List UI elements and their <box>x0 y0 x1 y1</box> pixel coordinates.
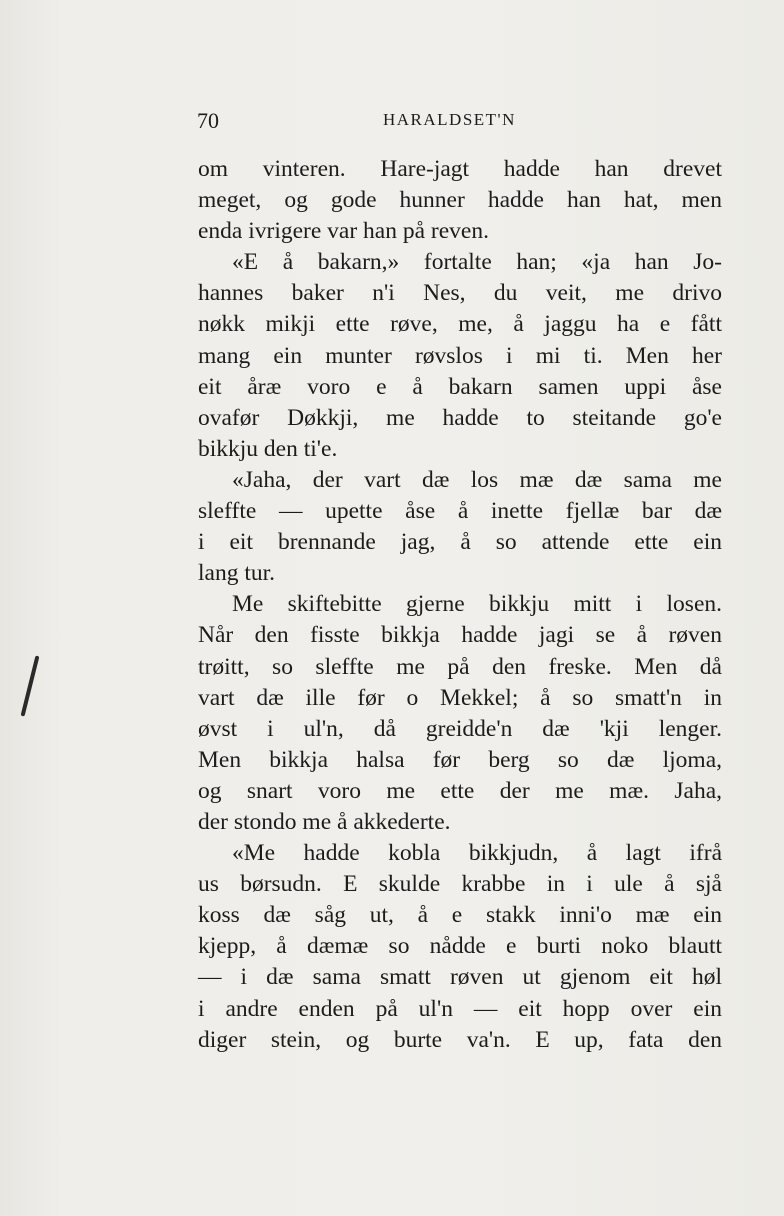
text-line: i eit brennande jag, å so attende ette ein <box>198 529 722 556</box>
text-line: Når den fisste bikkja hadde jagi se å røven <box>198 622 722 649</box>
text-line: vart dæ ille før o Mekkel; å so smatt'n in <box>198 684 722 711</box>
text-line: koss dæ såg ut, å e stakk inni'o mæ ein <box>198 902 722 929</box>
running-title: HARALDSET'N <box>383 110 516 129</box>
text-line: Me skiftebitte gjerne bikkju mitt i losen. <box>232 591 722 618</box>
text-line: diger stein, og burte va'n. E up, fata den <box>198 1026 722 1053</box>
text-line: sleffte — upette åse å inette fjellæ bar dæ <box>198 498 722 525</box>
text-line: «E å bakarn,» fortalte han; «ja han Jo- <box>232 249 722 276</box>
text-line: ovafør Døkkji, me hadde to steitande go'e <box>198 404 722 431</box>
text-line: meget, og gode hunner hadde han hat, men <box>198 187 722 214</box>
text-line: lang tur. <box>198 560 276 587</box>
text-line: nøkk mikji ette røve, me, å jaggu ha e fått <box>198 311 722 338</box>
text-line: eit åræ voro e å bakarn samen uppi åse <box>198 373 722 400</box>
text-line: «Jaha, der vart dæ los mæ dæ sama me <box>232 466 722 493</box>
text-line: us børsudn. E skulde krabbe in i ule å sjå <box>198 871 722 898</box>
text-line: der stondo me å akkederte. <box>198 808 451 835</box>
pencil-margin-mark <box>21 655 40 716</box>
text-line: og snart voro me ette der me mæ. Jaha, <box>198 777 722 804</box>
text-line: «Me hadde kobla bikkjudn, å lagt ifrå <box>232 840 722 867</box>
text-line: Men bikkja halsa før berg so dæ ljoma, <box>198 746 722 773</box>
text-line: øvst i ul'n, då greidde'n dæ 'kji lenger. <box>198 715 722 742</box>
text-line: bikkju den ti'e. <box>198 435 338 462</box>
text-line: om vinteren. Hare-jagt hadde han drevet <box>198 156 722 182</box>
text-line: hannes baker n'i Nes, du veit, me drivo <box>198 280 722 307</box>
page-number: 70 <box>197 108 219 133</box>
text-line: enda ivrigere var han på reven. <box>198 218 489 245</box>
text-line: i andre enden på ul'n — eit hopp over ein <box>198 995 722 1022</box>
page-header <box>197 108 727 138</box>
text-line: mang ein munter røvslos i mi ti. Men her <box>198 342 722 369</box>
page-body <box>198 154 722 1056</box>
text-line: kjepp, å dæmæ so nådde e burti noko blautt <box>198 933 722 960</box>
text-line: trøitt, so sleffte me på den freske. Men då <box>198 653 722 680</box>
text-line: — i dæ sama smatt røven ut gjenom eit høl <box>198 964 722 991</box>
